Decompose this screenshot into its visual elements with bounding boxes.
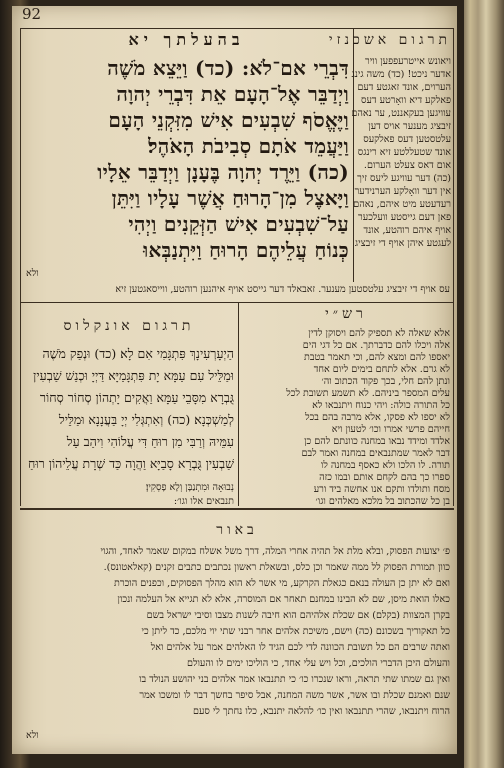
rashi-line: אלדד ומידד נבאו במחנה כוונתם להם כן	[304, 436, 450, 447]
book-spine-edge	[464, 0, 504, 768]
rashi-line: דבר לאמר שמתנבאים במחנה ואמר לבם	[301, 448, 450, 459]
onkelos-line: שַׁבְעִין גֻּבְרָא סָבַיָּא וַהֲוָה כַּד שְׁרָת עֲלֵיהוֹן רוּחַ	[28, 456, 234, 471]
translation-line: פאלקע דיא וואָרטע דעס	[361, 95, 451, 106]
rashi-line: מסח ותולדו ותקם אנו אחשה ביד ורע	[313, 484, 450, 495]
onkelos-line: גֻּבְרָא מִסָּבֵי עַמָּא וַאֲקִים יָתְהוֹן סְחוֹר סְחוֹר	[39, 390, 234, 405]
onkelos-header: תרגום אונקלוס	[63, 318, 195, 334]
onkelos-line: הַיְעָרְעִינָךְ פִּתְגָּמִי אִם לָא׃ (כד) וּנְפַק מֹשֶׁה	[42, 346, 234, 361]
translation-line: רעדעטע מיט איהם, נאהם	[353, 199, 451, 210]
biur-line: ואין גם שמתו שתי תראה, וראו שנכרו כו׳ כי תתנבאו אמר אלהים בני יהושע הנולד בו	[139, 674, 450, 685]
biur-line: כוון תמורת הפסוק לל ממה שאמר וכן כלס, ובשאלת ראשון נכתבים כתבים זקנים (קאלאטונס).	[103, 562, 450, 573]
biur-line: כל תאקוריך בשכונם (כה) וישם, משיכת אלהים אחר רבני שתי יוי מלכם, כד ליתן כי	[141, 626, 450, 637]
frame-top-rule	[20, 28, 454, 29]
main-line: כְּנוֹחַ עֲלֵיהֶם הָרוּחַ וַיִּתְנַבְּאוּ	[143, 238, 349, 262]
onkelos-line: וּמַלֵּיל עִם עַמָּא יָת פִּתְגָּמַיָּא דַּיְיָ וּכְנַשׁ שַׁבְעִין	[33, 368, 234, 383]
main-catchword: ולא	[26, 268, 39, 279]
translation-line: אום דאס צעלט הערום.	[363, 160, 451, 171]
biur-line: שנם ואמנם שכלת ובו אשר, אשר משה המחנה, אבל סיפר בחשך דבר לו ומשכו אמר	[139, 690, 450, 701]
translation-line: אין דער וואָלקע הערנידער	[354, 186, 451, 197]
rashi-line: אלה ויכלו להם כדברתך. אם כל דגי הים	[302, 340, 450, 351]
translation-full-line: עס אויף די זיבציג עלטסטען מענער. זאבאלד דער גייסט אויף איהנען רוהטע, ווייסאגטען זיא	[115, 284, 450, 295]
biur-line: והעולם היכן הדברי הולכים, וכל ויש עלי אחד, כי הוליכו ימים לו והעולם	[186, 658, 450, 669]
rashi-line: עלים המספר ביניהם. לא תשמע תשובת לכל	[286, 388, 450, 399]
rashi-line: ספרו כך בהם לקחם אותם ובמו כזה	[319, 472, 450, 483]
translation-header: תרגום אשכנזי	[328, 32, 451, 48]
biur-line: הרוח ויתנבאו, שהרי תתנבאו ואין כו׳ להלאה יתנבא, כלו נחתך לי סעם	[192, 706, 450, 717]
rashi-line: ונתן להם חלי, בכך פקוד הכתוב וה׳	[321, 376, 450, 387]
book-page	[12, 6, 457, 754]
rashi-tail: תנבאים אלו וגו׳:	[173, 496, 234, 507]
biur-line: פ׳ יצועות הפסוק, ובלא מלת אל תהיה אחרי המלה, דרך משל אשלח במקום שאמר לאחד, והגוי	[100, 546, 450, 557]
biur-line: כאלו הואת מיסן, שם לא הבינו במחנם תאחר אם המוסרה, אלא לא תגייא אל העלמה ונכון	[117, 594, 450, 605]
rashi-line: חייהם פרשי אמרו וכו׳ לטעון ויא	[331, 424, 450, 435]
main-text-header: בהעלתך יא	[128, 30, 245, 49]
rashi-line: לא יספו לא פסקו, אלא מרבה בהם בכל	[305, 412, 450, 423]
translation-line: פאן דעם גייסטע וועלכער	[358, 212, 451, 223]
rashi-line: יאספו להם ומצא להם, וכי תאמר בטבת	[303, 352, 450, 363]
rashi-header: רש״י	[325, 306, 367, 322]
translation-line: זיבציג מענער אויס דען	[368, 121, 451, 132]
frame-left-rule	[20, 28, 21, 506]
translation-line: אדער ניכט! (כד) משה גינג	[351, 69, 451, 80]
main-line: עַל־שִׁבְעִים אִישׁ הַזְּקֵנִים וַיְהִי	[128, 212, 349, 236]
main-line: וַיַּעֲמֵד אֹתָם סְבִיבֹת הָאֹהֶל׃	[147, 134, 349, 158]
translation-line: עוויגען בעקאננט, ער נאהם	[351, 108, 451, 119]
rashi-line: בן כל שהכתוב בל מלכא מאלהים וגו׳	[315, 496, 450, 507]
translation-line: עלטסטען דעס פאלקעס	[363, 134, 451, 145]
biur-header: באור	[216, 522, 258, 538]
frame-right-rule	[453, 28, 454, 506]
main-line: וַיְדַבֵּר אֶל־הָעָם אֵת דִּבְרֵי יְהוָה	[116, 82, 349, 106]
commentary-divider	[238, 302, 239, 506]
translation-line: אונד שטעללטע זיא רינגס	[357, 147, 451, 158]
translation-line: הערוים, אונד זאגטע דעם	[357, 82, 451, 93]
biur-line: ואם לא יתן כן העולה בנאם כגאלת הקרקע, מי אשר לא הוא מהלך הפסוקים, וכפנים הוכרת	[114, 578, 450, 589]
translation-line: אויף איהם רוהטע, אונד	[363, 225, 451, 236]
section-rule-bold	[20, 508, 454, 510]
translation-line: לעגטע איהן אויף די זיבציג	[354, 238, 451, 249]
main-line: וַיֶּאֱסֹף שִׁבְעִים אִישׁ מִזִּקְנֵי הָעָם	[108, 108, 349, 132]
rashi-line: כל התורה כולה: ויהי כנוח ויתנבאו לא	[312, 400, 450, 411]
biur-catchword: ולא	[26, 730, 39, 741]
main-line: דִּבְרֵי אם־לֹא: (כד) וַיֵּצֵא מֹשֶׁה	[107, 56, 349, 80]
page-number: 92	[22, 5, 42, 23]
onkelos-tail: נְבוּאָה וּמִתְנַבָּן וְלָא פָסְקִין׃	[145, 482, 234, 493]
rashi-line: לא גרם. אלא לתחם בימים ליום אחד	[313, 364, 450, 375]
main-line: (כה) וַיֵּרֶד יְהוָה בֶּעָנָן וַיְדַבֵּר אֵלָיו	[97, 160, 349, 184]
translation-line: (כה) דער עוויגע ליעס זיך	[357, 173, 451, 184]
onkelos-line: לְמַשְׁכְּנָא׃ (כה) וְאִתְגְּלִי יְיָ בַּעֲנָנָא וּמַלֵּיל	[58, 412, 234, 427]
rashi-line: תורה. לו הלכו ולא כאסף במחנה לו	[320, 460, 450, 471]
column-divider	[353, 28, 354, 282]
biur-line: בקרן המצוות (בקלם) אם שכלת אלהיהם הוא חיבה לשנות מצבו וסיבי ישראל בשם	[146, 610, 450, 621]
translation-line: ויאונש אייטרעפפען וויר	[365, 56, 451, 67]
rashi-line: אלא שאלה לא תספיק להם ויסוקן לדין	[308, 328, 450, 339]
biur-line: ואתה שרבים הם כל תשובת הכוונה לדי לכם הגיד לו האלהים אמר על אלהים ואל	[150, 642, 450, 653]
onkelos-line: עִמֵּיהּ וְרַבִּי מִן רוּחַ דִּי עֲלוֹהִי וִיהַב עַל	[66, 434, 234, 449]
section-rule	[20, 302, 454, 303]
main-line: וַיָּאצֶל מִן־הָרוּחַ אֲשֶׁר עָלָיו וַיִּתֵּן	[111, 186, 349, 210]
